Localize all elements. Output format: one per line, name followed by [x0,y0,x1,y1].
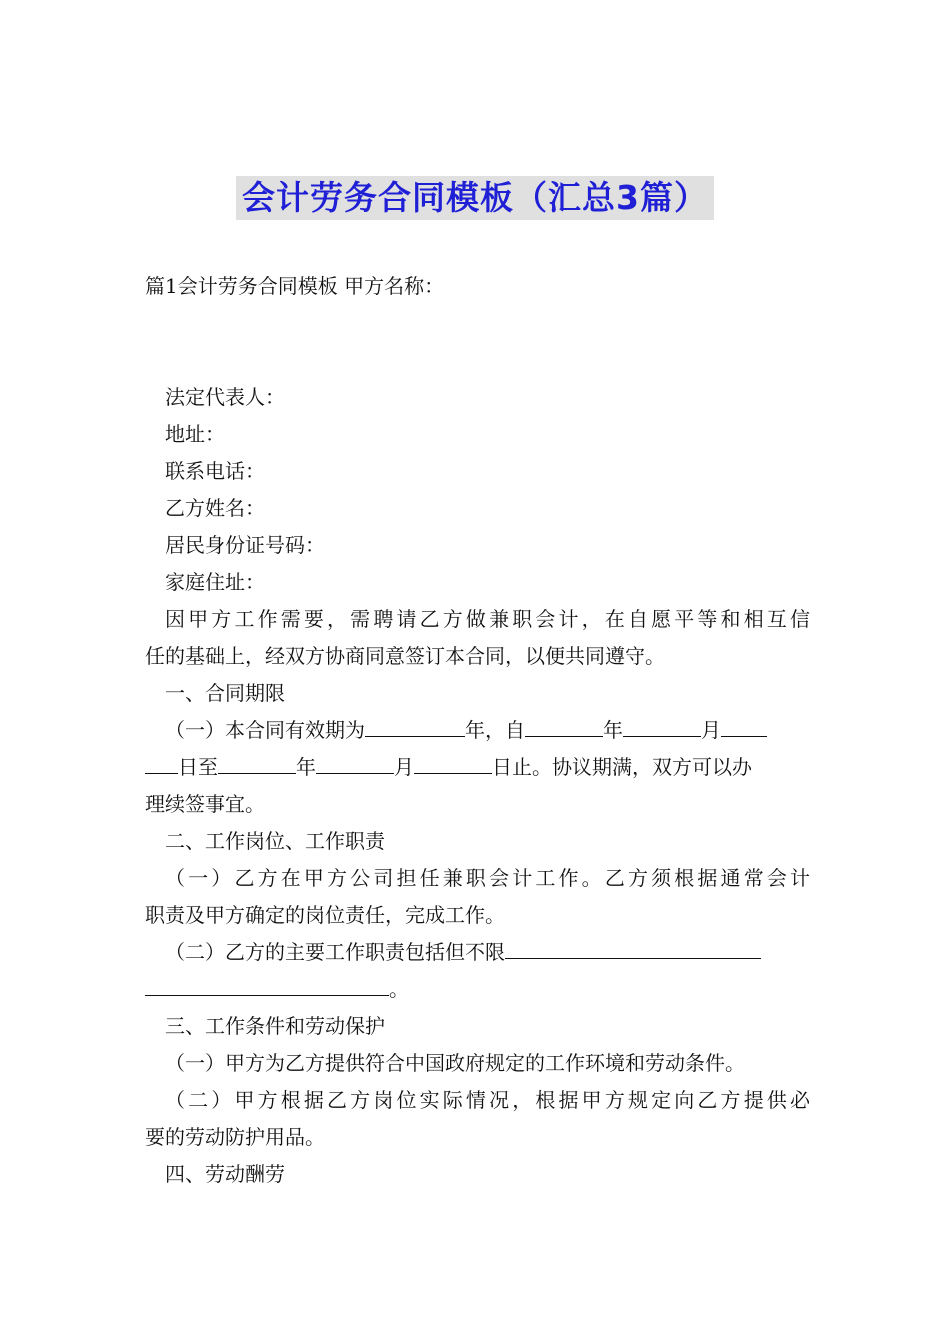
section3-item1: （一）甲方为乙方提供符合中国政府规定的工作环境和劳动条件。 [165,1051,745,1075]
text-segment: 年 [603,718,623,742]
title-container [0,176,950,220]
blank-line [145,975,389,996]
section1-heading: 一、合同期限 [165,681,285,705]
field-id-number: 居民身份证号码： [165,533,325,557]
preamble-line-1: 因甲方工作需要，需聘请乙方做兼职会计，在自愿平等和相互信 [165,607,810,631]
section1-item1-line3: 理续签事宜。 [145,792,265,816]
text-segment: 。 [389,977,409,1001]
section1-item1-line2 [145,753,810,781]
preamble-line-2: 任的基础上，经双方协商同意签订本合同，以便共同遵守。 [145,644,665,668]
blank-line [316,753,394,774]
text-segment: 日止。协议期满，双方可以办 [492,755,752,779]
blank-line [218,753,296,774]
text-segment: （一）本合同有效期为 [165,718,365,742]
blank-line [365,716,465,737]
section3-item2-line2: 要的劳动防护用品。 [145,1125,325,1149]
section4-heading: 四、劳动酬劳 [165,1162,285,1186]
blank-line [525,716,603,737]
blank-line [145,753,178,774]
section2-item1-line1: （一）乙方在甲方公司担任兼职会计工作。乙方须根据通常会计 [165,866,810,890]
section2-item2-line1 [165,938,810,966]
text-segment: （二）乙方的主要工作职责包括但不限 [165,940,505,964]
section3-heading: 三、工作条件和劳动保护 [165,1014,385,1038]
field-party-b-name: 乙方姓名： [165,496,265,520]
intro-line: 篇1会计劳务合同模板 甲方名称： [145,274,445,298]
blank-line [623,716,701,737]
section2-heading: 二、工作岗位、工作职责 [165,829,385,853]
blank-line [505,938,761,959]
field-legal-representative: 法定代表人： [165,385,285,409]
field-phone: 联系电话： [165,459,265,483]
section3-item2-line1: （二）甲方根据乙方岗位实际情况，根据甲方规定向乙方提供必 [165,1088,810,1112]
text-segment: 年 [296,755,316,779]
blank-line [414,753,492,774]
text-segment: 月 [701,718,721,742]
section1-item1-line1 [165,716,810,744]
text-segment: 日至 [178,755,218,779]
field-address: 地址： [165,422,225,446]
text-segment: 月 [394,755,414,779]
blank-line [721,716,767,737]
document-title: 会计劳务合同模板（汇总3篇） [236,176,714,220]
text-segment: 年，自 [465,718,525,742]
section2-item2-line2 [145,975,810,1003]
section2-item1-line2: 职责及甲方确定的岗位责任，完成工作。 [145,903,505,927]
field-home-address: 家庭住址： [165,570,265,594]
